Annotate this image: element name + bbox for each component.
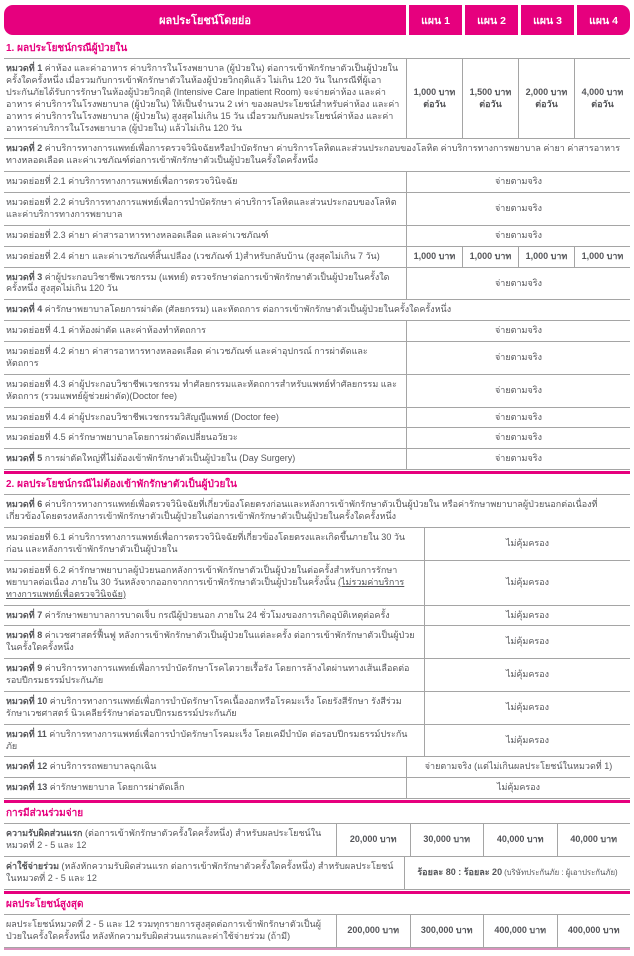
benefit-prefix: หมวดที่ 10 (6, 695, 50, 706)
benefit-text: ค่าบริการรถพยาบาลฉุกเฉิน (49, 761, 157, 772)
benefit-label (4, 247, 406, 267)
merged-value-cell (407, 226, 630, 246)
benefit-label (4, 342, 406, 374)
benefits-table (4, 38, 630, 950)
benefit-label (4, 193, 406, 225)
merged-value-cell (407, 321, 630, 341)
table-row (4, 692, 630, 725)
plan-3-header: แผน 3 (521, 5, 574, 35)
benefit-prefix: ความรับผิดส่วนแรก (6, 828, 86, 839)
value-amount: 400,000 บาท (567, 924, 620, 935)
benefit-label (4, 375, 406, 407)
benefit-prefix: หมวดที่ 5 (6, 453, 45, 464)
benefit-values (406, 59, 630, 138)
merged-value-cell (407, 408, 630, 428)
benefit-label (4, 528, 424, 560)
value-unit: ต่อวัน (479, 98, 502, 109)
value-unit: ต่อวัน (535, 98, 558, 109)
plan-1-value-cell (407, 59, 462, 138)
benefit-prefix: หมวดที่ 4 (6, 304, 45, 315)
benefit-text: หมวดย่อยที่ 2.1 ค่าบริการทางการแพทย์เพื่อการตรวจวินิจฉัย (6, 176, 238, 187)
benefit-text: ค่ารักษาพยาบาล โดยการผ่าตัดเล็ก (49, 782, 185, 793)
merged-value-cell (407, 375, 630, 407)
plan-3-value-cell (483, 915, 557, 947)
benefit-values (424, 659, 630, 691)
benefit-text: ค่ารักษาพยาบาลการบาดเจ็บ กรณีผู้ป่วยนอก ภายใน 24 ชั่วโมงของการเกิดอุบัติเหตุต่อครั้ง (44, 609, 390, 620)
benefit-prefix: หมวดที่ 11 (6, 728, 50, 739)
benefit-values (406, 342, 630, 374)
benefit-label (4, 408, 406, 428)
table-row (4, 626, 630, 659)
benefit-label (4, 606, 424, 626)
plan-1-header: แผน 1 (409, 5, 462, 35)
benefit-values (406, 778, 630, 798)
benefit-text: ค่ารักษาพยาบาลโดยการผ่าตัด (ศัลยกรรม) และหัตถการ ต่อการเข้าพักรักษาตัวเป็นผู้ป่วยในครั้งใดครั้งหนึ่ง (44, 304, 452, 315)
benefit-values (424, 725, 630, 757)
table-row (4, 606, 630, 627)
benefit-prefix: หมวดที่ 9 (6, 663, 45, 674)
plan-1-value-cell (337, 915, 410, 947)
benefit-text: หมวดย่อยที่ 6.2 ค่ารักษาพยาบาลผู้ป่วยนอกหลังการเข้าพักรักษาตัวเป็นผู้ป่วยในต่อครั้งสำหรับการรักษาพยาบาลต่อเนื่อง ภายใน 30 วันหลังจากออกจากการเข้าพักรักษาตัวเป็นผู้ป่วยในครั้งนั้น (6, 564, 398, 587)
benefit-values (406, 226, 630, 246)
table-row (4, 226, 630, 247)
value-text: จ่ายตามจริง (495, 411, 542, 422)
merged-value-cell (407, 778, 630, 798)
benefit-values (424, 692, 630, 724)
table-row (4, 193, 630, 226)
benefit-values (336, 824, 630, 856)
value-amount: 4,000 บาท (581, 86, 624, 97)
value-text: จ่ายตามจริง (แต่ไม่เกินผลประโยชน์ในหมวดที่ 1) (424, 761, 613, 772)
value-unit: ต่อวัน (423, 98, 446, 109)
value-amount: 1,000 บาท (525, 250, 568, 261)
section-header: การมีส่วนร่วมจ่าย (4, 800, 630, 824)
plan-2-value-cell (462, 59, 518, 138)
benefit-label (4, 659, 424, 691)
benefit-text: หมวดย่อยที่ 2.4 ค่ายา และค่าเวชภัณฑ์สิ้นเปลือง (เวชภัณฑ์ 1)สำหรับกลับบ้าน (สูงสุดไม่เกิน 7 วัน) (6, 250, 380, 261)
value-amount: 30,000 บาท (423, 834, 471, 845)
value-amount: 1,500 บาท (469, 86, 512, 97)
value-text: จ่ายตามจริง (495, 176, 542, 187)
value-text: จ่ายตามจริง (495, 453, 542, 464)
merged-value-cell (425, 725, 630, 757)
benefit-values (424, 626, 630, 658)
value-text: จ่ายตามจริง (495, 432, 542, 443)
benefit-label (4, 778, 406, 798)
table-row (4, 778, 630, 799)
benefit-text: หมวดย่อยที่ 2.2 ค่าบริการทางการแพทย์เพื่อการบำบัดรักษา ค่าบริการโลหิตและส่วนประกอบของโลหิต และค่าบริการทางการพยาบาล (6, 197, 397, 219)
table-row (4, 408, 630, 429)
plan-4-value-cell (557, 824, 631, 856)
benefit-label (4, 824, 336, 856)
section-header: 2. ผลประโยชน์กรณีไม่ต้องเข้าพักรักษาตัวเป็นผู้ป่วยใน (4, 471, 630, 495)
plan-2-value-cell (462, 247, 518, 267)
benefit-text: หมวดย่อยที่ 4.5 ค่ารักษาพยาบาลโดยการผ่าตัดเปลี่ยนอวัยวะ (6, 432, 238, 443)
plan-3-value-cell (518, 247, 574, 267)
value-text: จ่ายตามจริง (495, 325, 542, 336)
benefit-values (406, 247, 630, 267)
table-row (4, 139, 630, 172)
benefit-values (406, 321, 630, 341)
plan-4-value-cell (574, 247, 630, 267)
merged-value-cell (407, 757, 630, 777)
plan-4-value-cell (574, 59, 630, 138)
benefit-text-underlined: (ไม่รวมค่าบริการทางการแพทย์เพื่อตรวจวินิจฉัย) (6, 576, 405, 599)
benefit-text: ค่าบริการทางการแพทย์เพื่อตรวจวินิจฉัยที่เกี่ยวข้องโดยตรงก่อนและหลังการเข้าพักรักษาตัวเป็นผู้ป่วยใน หรือค่ารักษาพยาบาลผู้ป่วยนอกต่อเนื่องที่เกี่ยวข้องโดยตรงหลังการเข้าพักรักษาตัวเป็นผู้ป่วยในต่อการเข้าพักรักษาตัวเป็นผู้ป่วยในครั้งใดครั้งหนึ่ง (6, 499, 598, 522)
benefit-text: ค่าบริการทางการแพทย์เพื่อการตรวจวินิจฉัยหรือบำบัดรักษา ค่าบริการโลหิตและส่วนประกอบของโลหิต ค่าบริการทางการพยาบาล ค่ายา ค่าสารอาหารทางหลอดเลือด และค่าเวชภัณฑ์ต่อการเข้าพักรักษาตัวเป็นผู้ป่วยในครั้งใดครั้งหนึ่ง (6, 143, 621, 166)
benefit-values (424, 606, 630, 626)
merged-value-cell (407, 172, 630, 192)
value-amount: 200,000 บาท (347, 924, 400, 935)
merged-value-cell (407, 342, 630, 374)
benefit-prefix: ค่าใช้จ่ายร่วม (6, 861, 62, 872)
table-row (4, 300, 630, 321)
table-row (4, 428, 630, 449)
merged-value-cell (407, 268, 630, 300)
table-row (4, 561, 630, 606)
benefit-values (424, 528, 630, 560)
benefit-label (4, 172, 406, 192)
plan-3-value-cell (518, 59, 574, 138)
benefit-label (4, 857, 404, 889)
benefit-prefix: หมวดที่ 3 (6, 271, 45, 282)
value-note: (บริษัทประกันภัย : ผู้เอาประกันภัย) (504, 867, 618, 877)
table-row (4, 247, 630, 268)
benefit-prefix: หมวดที่ 13 (6, 782, 50, 793)
benefit-values (404, 857, 630, 889)
merged-value-cell (425, 692, 630, 724)
benefit-text: ผลประโยชน์หมวดที่ 2 - 5 และ 12 รวมทุกรายการสูงสุดต่อการเข้าพักรักษาตัวเป็นผู้ป่วยในครั้งใดครั้งหนึ่ง หลังหักความรับผิดส่วนแรกและค่าใช้จ่ายร่วม (ถ้ามี) (6, 919, 321, 941)
benefit-label (4, 495, 630, 527)
plan-2-header: แผน 2 (465, 5, 518, 35)
benefit-label (4, 428, 406, 448)
value-amount: 400,000 บาท (494, 924, 547, 935)
section-header: 1. ผลประโยชน์กรณีผู้ป่วยใน (4, 38, 630, 59)
merged-value-cell (425, 528, 630, 560)
benefit-label (4, 268, 406, 300)
benefit-values (406, 408, 630, 428)
value-text: ไม่คุ้มครอง (505, 538, 550, 549)
value-text: ไม่คุ้มครอง (505, 669, 550, 680)
value-bold: ร้อยละ 80 : ร้อยละ 20 (417, 867, 503, 877)
value-amount: 1,000 บาท (413, 86, 456, 97)
value-amount: 1,000 บาท (469, 250, 512, 261)
merged-value-cell (407, 428, 630, 448)
value-text: จ่ายตามจริง (495, 277, 542, 288)
plan-4-value-cell (557, 915, 631, 947)
benefit-label (4, 757, 406, 777)
table-row (4, 757, 630, 778)
table-row (4, 172, 630, 193)
merged-value-cell (407, 449, 630, 469)
merged-value-cell (425, 561, 630, 605)
value-text: ไม่คุ้มครอง (505, 576, 550, 587)
plan-1-value-cell (337, 824, 410, 856)
table-row (4, 495, 630, 528)
table-row (4, 375, 630, 408)
plan-2-value-cell (410, 824, 484, 856)
merged-value-cell (425, 626, 630, 658)
table-row (4, 321, 630, 342)
benefit-values (406, 193, 630, 225)
value-amount: 1,000 บาท (581, 250, 624, 261)
benefit-prefix: หมวดที่ 6 (6, 499, 45, 510)
section-header: ผลประโยชน์สูงสุด (4, 891, 630, 915)
value-amount: 2,000 บาท (525, 86, 568, 97)
merged-value-cell (425, 659, 630, 691)
benefit-label (4, 321, 406, 341)
benefit-label (4, 626, 424, 658)
benefit-values (336, 915, 630, 947)
benefit-text: การผ่าตัดใหญ่ที่ไม่ต้องเข้าพักรักษาตัวเป็นผู้ป่วยใน (Day Surgery) (44, 453, 296, 464)
table-row (4, 449, 630, 470)
plan-3-value-cell (483, 824, 557, 856)
table-row (4, 915, 630, 948)
table-row (4, 659, 630, 692)
merged-value-cell (425, 606, 630, 626)
plan-4-header: แผน 4 (577, 5, 630, 35)
benefit-values (406, 172, 630, 192)
benefit-label (4, 300, 630, 320)
benefit-text: ค่าห้อง และค่าอาหาร ค่าบริการในโรงพยาบาล (ผู้ป่วยใน) ต่อการเข้าพักรักษาตัวเป็นผู้ป่วยในครั้งใดครั้งหนึ่ง เมื่อรวมกับการเข้าพักรักษาตัวในห้องผู้ป่วยวิกฤติแล้ว ไม่เกิน 120 วัน ในกรณีที่ผู้เอาประกันภัยได้รับการรักษาในห้องผู้ป่วยวิกฤติ (Intensive Care Inpatient Room) จะจ่ายค่าห้อง และค่าอาหาร ค่าบริการในโรงพยาบาล (ผู้ป่วยใน) ให้เป็นจำนวน 2 เท่า ของผลประโยชน์สำหรับค่าห้อง และค่าอาหาร ค่าบริการในโรงพยาบาล (ผู้ป่วยใน) สูงสุดไม่เกิน 15 วัน เมื่อรวมกับผลประโยชน์ค่าห้อง และค่าอาหารค่าบริการในโรงพยาบาล (ผู้ป่วยใน) แล้วไม่เกิน 120 วัน (6, 63, 400, 133)
value-text: ไม่คุ้มครอง (496, 782, 541, 793)
value-amount: 40,000 บาท (496, 834, 544, 845)
value-amount: 40,000 บาท (570, 834, 618, 845)
table-row (4, 857, 630, 890)
benefit-values (406, 757, 630, 777)
benefit-values (406, 428, 630, 448)
benefit-values (406, 268, 630, 300)
value-text: ไม่คุ้มครอง (505, 701, 550, 712)
benefit-text: หมวดย่อยที่ 2.3 ค่ายา ค่าสารอาหารทางหลอดเลือด และค่าเวชภัณฑ์ (6, 229, 269, 240)
benefit-label (4, 449, 406, 469)
benefit-prefix: หมวดที่ 12 (6, 761, 50, 772)
benefit-text: หมวดย่อยที่ 4.4 ค่าผู้ประกอบวิชาชีพเวชกรรมวิสัญญีแพทย์ (Doctor fee) (6, 411, 279, 422)
benefit-prefix: หมวดที่ 8 (6, 630, 45, 641)
value-unit: ต่อวัน (591, 98, 614, 109)
benefit-label (4, 139, 630, 171)
table-row (4, 59, 630, 139)
benefit-values (424, 561, 630, 605)
value-text: จ่ายตามจริง (495, 229, 542, 240)
table-row (4, 725, 630, 758)
table-row (4, 528, 630, 561)
value-text: จ่ายตามจริง (495, 352, 542, 362)
benefit-values (406, 375, 630, 407)
plan-1-value-cell (407, 247, 462, 267)
benefit-prefix: หมวดที่ 1 (6, 63, 45, 74)
benefit-text: ค่าบริการทางการแพทย์เพื่อการบำบัดรักษาโรคไตวายเรื้อรัง โดยการล้างไตผ่านทางเส้นเลือดต่อรอบปีกรมธรรม์ประกันภัย (6, 663, 410, 685)
benefit-label (4, 725, 424, 757)
merged-value-cell (405, 857, 630, 889)
benefit-text: ค่าบริการทางการแพทย์เพื่อการบำบัดรักษาโรคมะเร็ง โดยเคมีบำบัด ต่อรอบปีกรมธรรม์ประกันภัย (6, 728, 408, 751)
table-row (4, 824, 630, 857)
benefit-label (4, 226, 406, 246)
value-amount: 20,000 บาท (349, 834, 397, 845)
benefit-text: (หลังหักความรับผิดส่วนแรก ต่อการเข้าพักรักษาตัวครั้งใดครั้งหนึ่ง) สำหรับผลประโยชน์ในหมวดที่ 2 - 5 และ 12 (6, 861, 394, 883)
benefit-label (4, 59, 406, 138)
value-text: จ่ายตามจริง (495, 203, 542, 213)
value-text: ไม่คุ้มครอง (505, 636, 550, 647)
benefit-label (4, 692, 424, 724)
benefit-prefix: หมวดที่ 2 (6, 143, 45, 154)
benefit-prefix: หมวดที่ 7 (6, 609, 45, 620)
benefit-label (4, 561, 424, 605)
value-amount: 1,000 บาท (413, 250, 456, 261)
summary-header-bar (4, 5, 630, 35)
value-text: ไม่คุ้มครอง (505, 609, 550, 620)
value-text: ไม่คุ้มครอง (505, 734, 550, 745)
value-text: จ่ายตามจริง (495, 384, 542, 395)
benefit-label (4, 915, 336, 947)
benefit-text: ค่าเวชศาสตร์ฟื้นฟู หลังการเข้าพักรักษาตัวเป็นผู้ป่วยในแต่ละครั้ง ต่อการเข้าพักรักษาตัวเป็นผู้ป่วยในครั้งใดครั้งหนึ่ง (6, 630, 415, 653)
benefit-text: (ต่อการเข้าพักรักษาตัวครั้งใดครั้งหนึ่ง) สำหรับผลประโยชน์ในหมวดที่ 2 - 5 และ 12 (6, 828, 322, 851)
merged-value-cell (407, 193, 630, 225)
benefit-values (406, 449, 630, 469)
benefit-text: หมวดย่อยที่ 6.1 ค่าบริการทางการแพทย์เพื่อการตรวจวินิจฉัยที่เกี่ยวข้องโดยตรงและเกิดขึ้นภายใน 30 วันก่อน และหลังการเข้าพักรักษาตัวเป็นผู้ป่วยใน (6, 532, 406, 554)
benefit-text: หมวดย่อยที่ 4.3 ค่าผู้ประกอบวิชาชีพเวชกรรม ทำศัลยกรรมและหัตถการสำหรับแพทย์ทำศัลยกรรม และหัตถการ (รวมแพทย์ผู้ช่วยผ่าตัด)(Doctor fee) (6, 378, 397, 401)
value-amount: 300,000 บาท (420, 924, 473, 935)
page-title: ผลประโยชน์โดยย่อ (4, 5, 406, 35)
benefit-text: หมวดย่อยที่ 4.2 ค่ายา ค่าสารอาหารทางหลอดเลือด ค่าเวชภัณฑ์ และค่าอุปกรณ์ การผ่าตัดและหัตถการ (6, 346, 368, 368)
benefit-text: ค่าผู้ประกอบวิชาชีพเวชกรรม (แพทย์) ตรวจรักษาต่อการเข้าพักรักษาตัวเป็นผู้ป่วยในครั้งใดครั้งหนึ่ง สูงสุดไม่เกิน 120 วัน (6, 271, 390, 294)
benefit-text: หมวดย่อยที่ 4.1 ค่าห้องผ่าตัด และค่าห้องทำหัตถการ (6, 325, 206, 336)
plan-2-value-cell (410, 915, 484, 947)
benefit-text: ค่าบริการทางการแพทย์เพื่อการบำบัดรักษาโรคเนื้องอกหรือโรคมะเร็ง โดยรังสีรักษา รังสีร่วมรักษาเวชศาสตร์ นิวเคลียร์รักษาต่อรอบปีกรมธรรม์ประกันภัย (6, 695, 402, 718)
table-row (4, 342, 630, 375)
table-row (4, 268, 630, 301)
